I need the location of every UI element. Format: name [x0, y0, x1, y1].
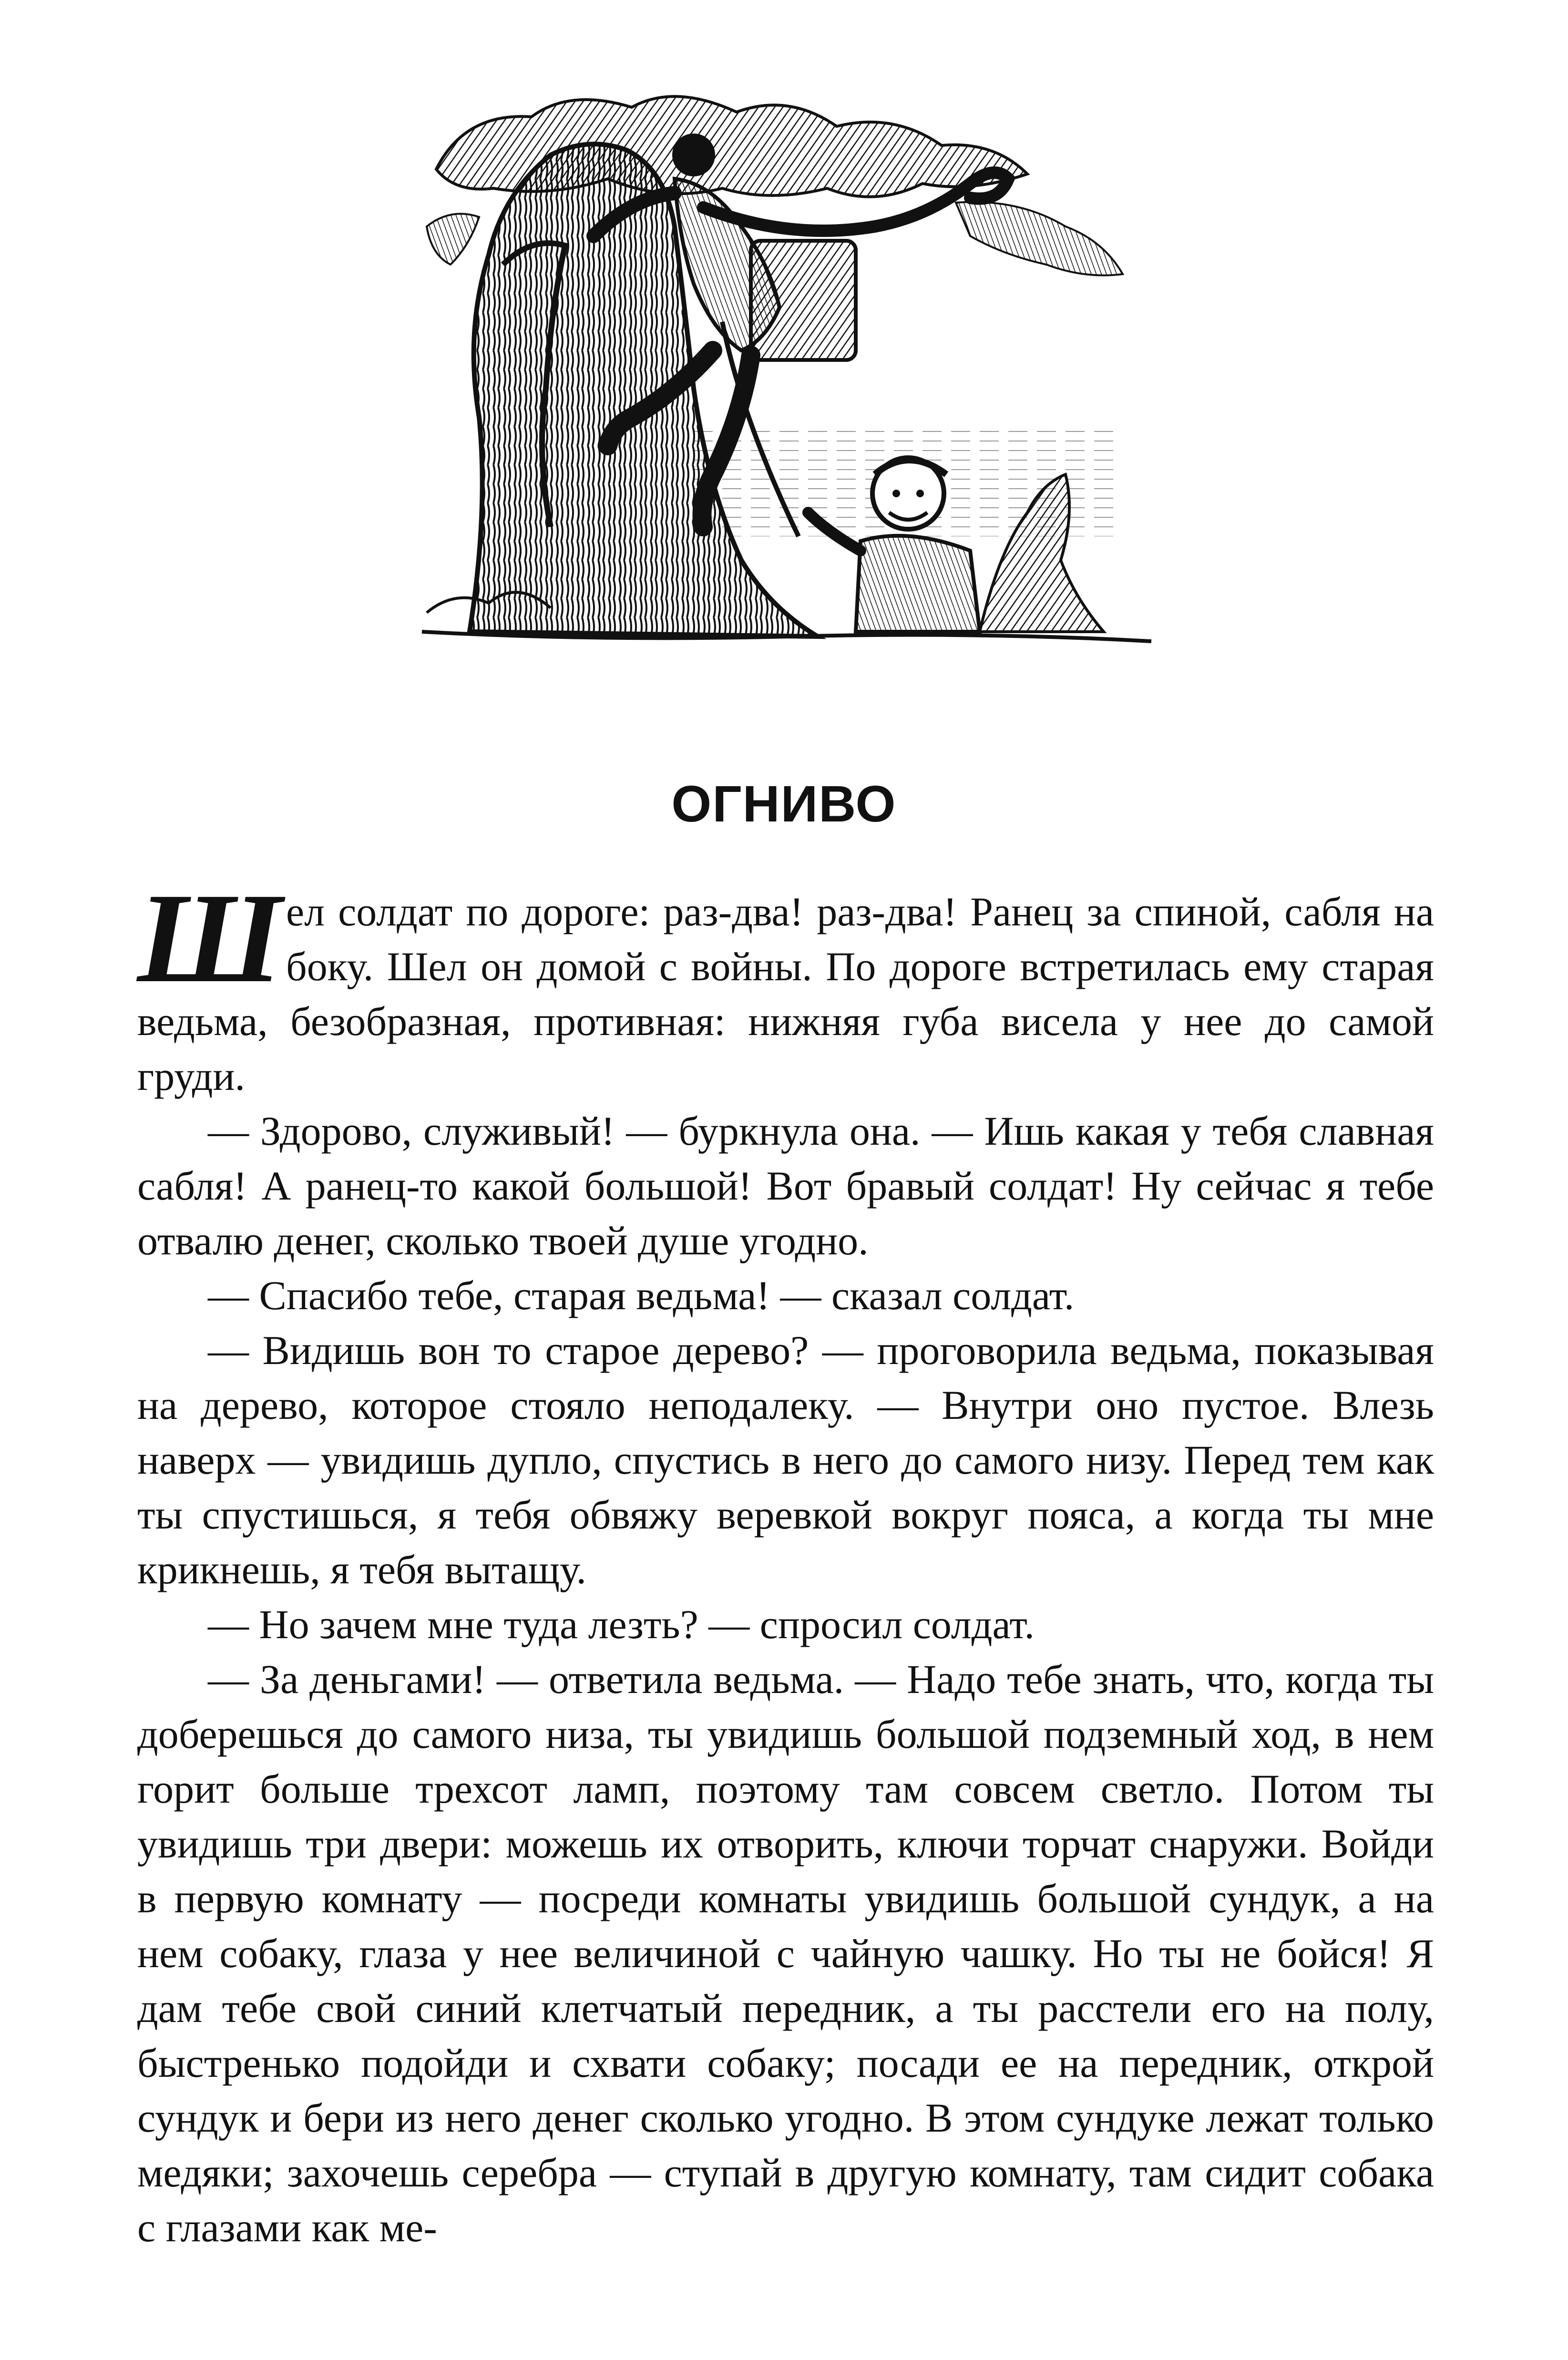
- paragraph: — За деньгами! — ответила ведьма. — Надо тебе знать, что, когда ты доберешься до самого низа, ты увидишь большой подземный ход, в нем горит больше трехсот ламп, поэтому там совсем светло. Потом ты увидишь три двери: можешь их отворить, ключи торчат снаружи. Войди в первую комнату — посреди комнаты увидишь большой сундук, а на нем собаку, глаза у нее величиной с чайную чашку. Но ты не бойся! Я дам тебе свой синий клетчатый передник, а ты расстели его на полу, быстренько подойди и схвати собаку; посади ее на передник, открой сундук и бери из него денег сколько угодно. В этом сундуке лежат только медяки; захочешь серебра — ступай в другую комнату, там сидит собака с глазами как ме-: [137, 1656, 1434, 2250]
- engraving-soldier-climbing-tree-icon: [408, 83, 1170, 679]
- dropcap: Ш: [137, 867, 280, 1009]
- paragraph: — Но зачем мне туда лезть? — спросил солдат.: [208, 1601, 1035, 1647]
- paragraph: — Видишь вон то старое дерево? — проговорила ведьма, показывая на дерево, которое стояло неподалеку. — Внутри оно пустое. Влезь наверх — увидишь дупло, спустись в него до самого низу. Перед тем как ты спустишься, я тебя обвяжу веревкой вокруг пояса, а когда ты мне крикнешь, я тебя вытащу.: [137, 1327, 1434, 1592]
- page-title: ОГНИВО: [671, 775, 897, 833]
- story-text: [137, 867, 1434, 2255]
- paragraph: — Здорово, служивый! — буркнула она. — Ишь какая у тебя славная сабля! А ранец-то какой большой! Вот бравый солдат! Ну сейчас я тебе отвалю денег, сколько твоей душе угодно.: [137, 1108, 1434, 1263]
- paragraph: — Спасибо тебе, старая ведьма! — сказал солдат.: [208, 1272, 1075, 1318]
- paragraph-text: ел солдат по дороге: раз-два! раз-два! Ранец за спиной, сабля на боку. Шел он домой с войны. По дороге встретилась ему старая ведьма, безобразная, противная: нижняя губа висела у нее до самой груди.: [137, 889, 1434, 1099]
- engraving-illustration: [408, 83, 1170, 679]
- paragraph: [137, 867, 1434, 1104]
